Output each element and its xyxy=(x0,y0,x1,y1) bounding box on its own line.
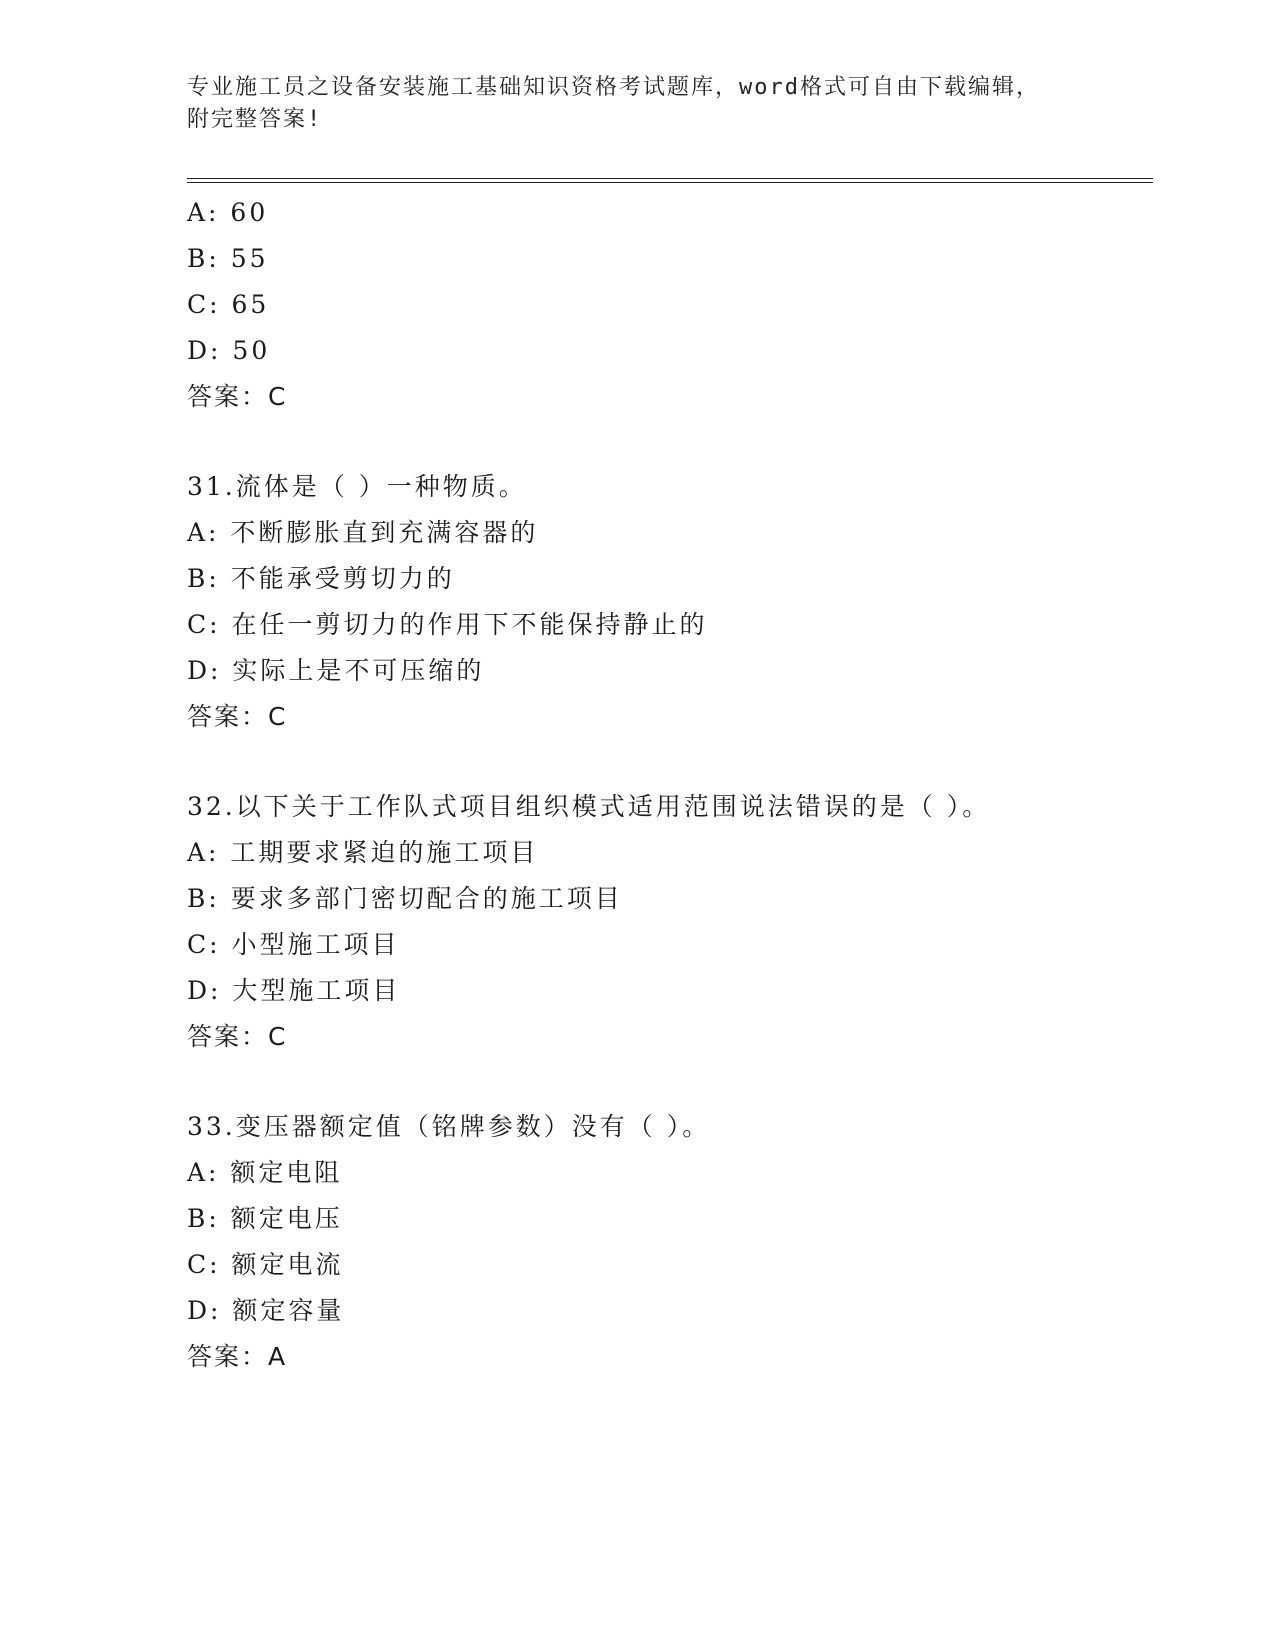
document-header xyxy=(187,72,1087,136)
answer-line: 答案：C xyxy=(187,382,288,411)
question-text: 31.流体是（ ）一种物质。 xyxy=(187,472,527,501)
header-line-2: 附完整答案! xyxy=(187,107,323,132)
question-list xyxy=(187,190,1153,1380)
option-a: A: 额定电阻 xyxy=(187,1158,343,1187)
header-divider xyxy=(187,178,1153,183)
question-block-33 xyxy=(187,1104,1153,1380)
question-block-32 xyxy=(187,784,1153,1060)
option-c: C: 65 xyxy=(187,290,270,319)
block-spacer xyxy=(187,420,1153,464)
option-c: C: 额定电流 xyxy=(187,1250,344,1279)
option-a: A: 不断膨胀直到充满容器的 xyxy=(187,518,539,547)
option-b: B: 55 xyxy=(187,244,269,273)
answer-line: 答案：A xyxy=(187,1342,288,1371)
block-spacer xyxy=(187,1060,1153,1104)
answer-line: 答案：C xyxy=(187,702,288,731)
option-d: D: 大型施工项目 xyxy=(187,976,401,1005)
question-text: 32.以下关于工作队式项目组织模式适用范围说法错误的是（ ）。 xyxy=(187,792,991,821)
option-b: B: 不能承受剪切力的 xyxy=(187,564,455,593)
header-line-1: 专业施工员之设备安装施工基础知识资格考试题库，word格式可自由下载编辑， xyxy=(187,75,1040,100)
option-c: C: 在任一剪切力的作用下不能保持静止的 xyxy=(187,610,708,639)
option-c: C: 小型施工项目 xyxy=(187,930,400,959)
option-a: A: 工期要求紧迫的施工项目 xyxy=(187,838,539,867)
option-d: D: 额定容量 xyxy=(187,1296,345,1325)
question-text: 33.变压器额定值（铭牌参数）没有（ ）。 xyxy=(187,1112,711,1141)
answer-line: 答案：C xyxy=(187,1022,288,1051)
question-block-31 xyxy=(187,464,1153,740)
option-b: B: 要求多部门密切配合的施工项目 xyxy=(187,884,623,913)
block-spacer xyxy=(187,740,1153,784)
option-d: D: 实际上是不可压缩的 xyxy=(187,656,485,685)
option-b: B: 额定电压 xyxy=(187,1204,343,1233)
option-d: D: 50 xyxy=(187,336,271,365)
question-block-30 xyxy=(187,190,1153,420)
option-a: A: 60 xyxy=(187,198,269,227)
